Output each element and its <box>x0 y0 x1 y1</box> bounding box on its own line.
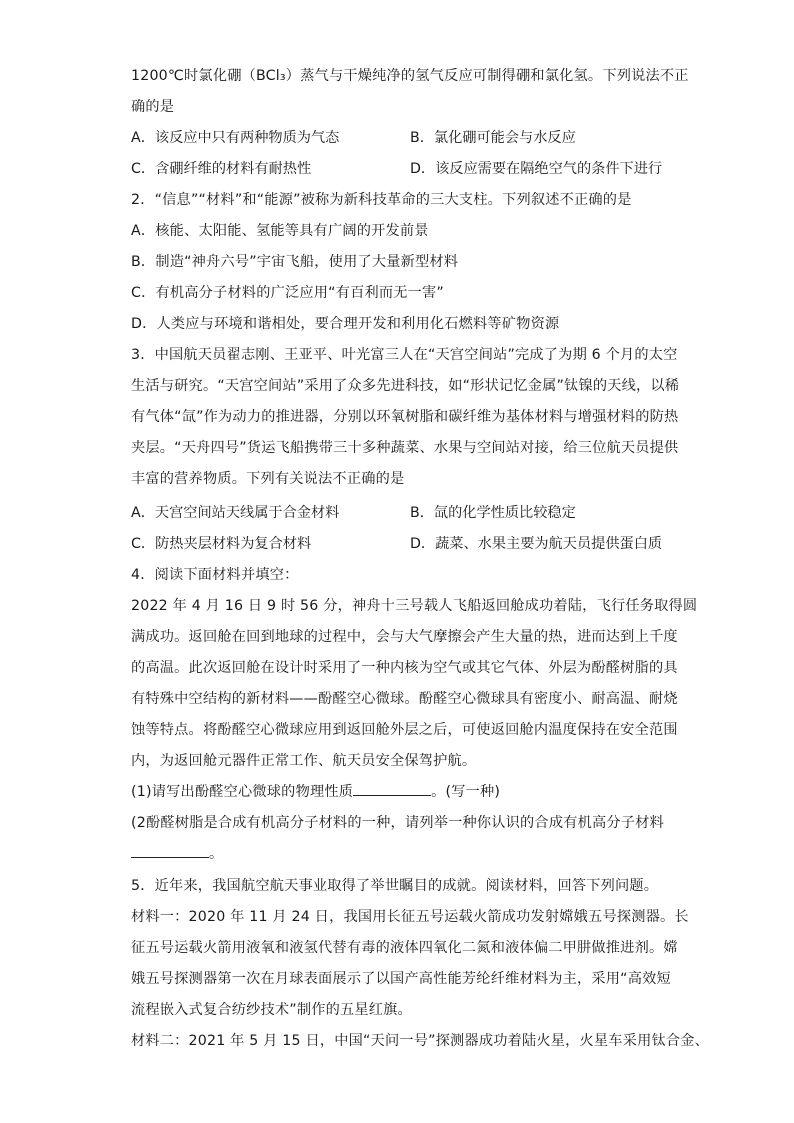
q4-material-line4: 有特殊中空结构的新材料——酚醛空心微球。酚醛空心微球具有密度小、耐高温、耐烧 <box>131 691 678 707</box>
q1-stem-line1: 1200℃时氯化硼（BCl₃）蒸气与干燥纯净的氢气反应可制得硼和氯化氢。下列说法不正 <box>131 68 689 84</box>
q4-sub-question-2: (2酚醛树脂是合成有机高分子材料的一种，请列举一种你认识的合成有机高分子材料 <box>131 815 664 831</box>
q4-sub2-answer-blank[interactable] <box>131 844 209 858</box>
q3-stem-line2: 生活与研究。“天宫空间站”采用了众多先进科技，如“形状记忆金属”钛镍的天线，以稀 <box>131 378 680 394</box>
q5-material2-line1: 材料二：2021 年 5 月 15 日，中国“天问一号”探测器成功着陆火星，火星车采用钛合金、 <box>131 1033 710 1049</box>
q3-stem-line4: 夹层。“天舟四号”货运飞船携带三十多种蔬菜、水果与空间站对接，给三位航天员提供 <box>131 440 679 456</box>
q2-option-d: D．人类应与环境和谐相处，要合理开发和利用化石燃料等矿物资源 <box>131 316 560 332</box>
q4-material-line6: 内，为返回舱元器件正常工作、航天员安全保驾护航。 <box>131 753 477 769</box>
q4-sub1-suffix: 。(写一种) <box>431 784 501 800</box>
q4-title: 4．阅读下面材料并填空： <box>131 567 299 583</box>
q5-material1-line3: 娥五号探测器第一次在月球表面展示了以国产高性能芳纶纤维材料为主，采用“高效短 <box>131 971 671 987</box>
q4-sub-question-1 <box>131 782 671 802</box>
q4-sub2-suffix: 。 <box>209 846 224 862</box>
q2-option-a: A．核能、太阳能、氢能等具有广阔的开发前景 <box>131 223 429 239</box>
q3-option-d: D．蔬菜、水果主要为航天员提供蛋白质 <box>410 536 663 552</box>
q5-title: 5．近年来，我国航空航天事业取得了举世瞩目的成就。阅读材料，回答下列问题。 <box>131 878 659 894</box>
q1-option-d: D．该反应需要在隔绝空气的条件下进行 <box>410 161 663 177</box>
q1-option-c: C．含硼纤维的材料有耐热性 <box>131 161 312 177</box>
q4-material-line5: 蚀等特点。将酚醛空心微球应用到返回舱外层之后，可使返回舱内温度保持在安全范围 <box>131 722 678 738</box>
q3-option-b: B．氙的化学性质比较稳定 <box>410 505 576 521</box>
q1-stem-line2: 确的是 <box>131 99 175 115</box>
q3-option-c: C．防热夹层材料为复合材料 <box>131 536 312 552</box>
q3-stem-line1: 3．中国航天员翟志刚、王亚平、叶光富三人在“天宫空间站”完成了为期 6 个月的太空 <box>131 347 678 363</box>
q2-stem: 2．“信息”“材料”和“能源”被称为新科技革命的三大支柱。下列叙述不正确的是 <box>131 192 632 208</box>
q4-material-line2: 满成功。返回舱在回到地球的过程中，会与大气摩擦会产生大量的热，进而达到上千度 <box>131 629 678 645</box>
q5-material1-line2: 征五号运载火箭用液氧和液氢代替有毒的液体四氧化二氮和液体偏二甲肼做推进剂。嫦 <box>131 940 678 956</box>
q2-option-c: C．有机高分子材料的广泛应用“有百利而无一害” <box>131 285 444 301</box>
q3-stem-line5: 丰富的营养物质。下列有关说法不正确的是 <box>131 471 405 487</box>
q5-material1-line1: 材料一：2020 年 11 月 24 日，我国用长征五号运载火箭成功发射嫦娥五号探测器。长 <box>131 909 689 925</box>
q4-material-line3: 的高温。此次返回舱在设计时采用了一种内核为空气或其它气体、外层为酚醛树脂的具 <box>131 660 678 676</box>
q4-sub1-answer-blank[interactable] <box>353 782 431 796</box>
q1-option-b: B．氯化硼可能会与水反应 <box>410 130 576 146</box>
q4-sub1-prompt: (1)请写出酚醛空心微球的物理性质 <box>131 784 354 800</box>
q4-material-line1: 2022 年 4 月 16 日 9 时 56 分，神舟十三号载人飞船返回舱成功着陆，飞行任务取得圆 <box>131 598 698 614</box>
q3-stem-line3: 有气体“氙”作为动力的推进器，分别以环氧树脂和碳纤维为基体材料与增强材料的防热 <box>131 409 679 425</box>
q2-option-b: B．制造“神舟六号”宇宙飞船，使用了大量新型材料 <box>131 254 459 270</box>
q4-sub2-answer-line <box>131 844 671 864</box>
q5-material1-line4: 流程嵌入式复合纺纱技术”制作的五星红旗。 <box>131 1002 412 1018</box>
q1-option-a: A．该反应中只有两种物质为气态 <box>131 130 340 146</box>
q3-option-a: A．天宫空间站天线属于合金材料 <box>131 505 340 521</box>
